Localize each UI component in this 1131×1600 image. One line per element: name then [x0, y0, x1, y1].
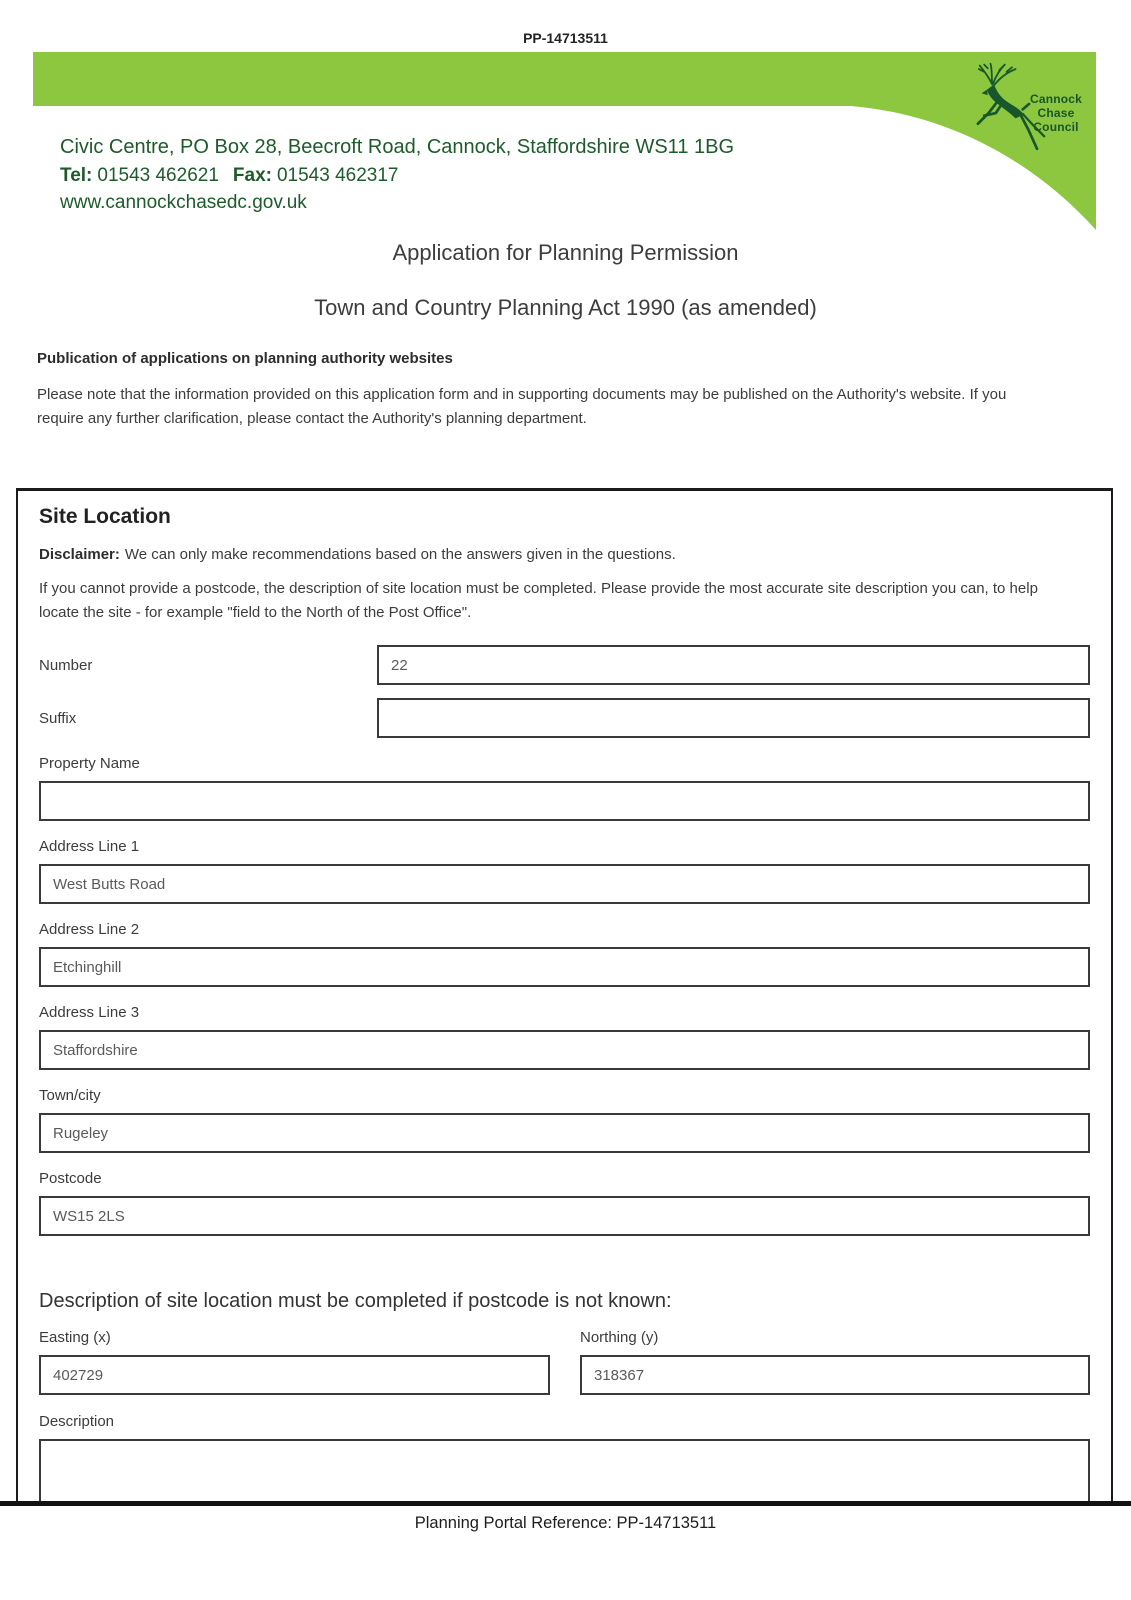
tel-value: 01543 462621 [97, 165, 219, 186]
header [0, 0, 1131, 232]
fax-value: 01543 462317 [276, 165, 399, 186]
postcode-label: Postcode [39, 1170, 102, 1187]
suffix-label: Suffix [39, 709, 77, 727]
town-city-row [39, 1087, 1090, 1153]
address-line-1-input[interactable] [39, 864, 1090, 904]
council-phone-line [60, 165, 734, 187]
logo-line-3: Council [1033, 120, 1079, 134]
address-line-3-row [39, 1004, 1090, 1070]
number-row [39, 645, 1090, 685]
disclaimer-text: We can only make recommendations based on the answers given in the questions. [124, 546, 676, 563]
suffix-row [39, 698, 1090, 738]
site-location-instructions: If you cannot provide a postcode, the description of site location must be completed. Please provide the most accurate site description you can, to help locate the site - for example "field to the North of the Post Office". [39, 580, 1038, 621]
council-address-block [60, 136, 734, 214]
description-section-heading: Description of site location must be completed if postcode is not known: [39, 1290, 672, 1312]
logo-line-1: Cannock [1029, 92, 1083, 106]
fax-label: Fax: [232, 165, 272, 186]
number-label: Number [39, 656, 93, 674]
publication-body: Please note that the information provided on this application form and in supporting documents may be published on the Authority's website. If you require any further clarification, please contact the Authority's planning department. [37, 386, 1007, 427]
reference-number-top: PP-14713511 [523, 30, 608, 46]
easting-label: Easting (x) [39, 1329, 111, 1346]
council-logo-text [1016, 92, 1096, 134]
page-subtitle: Town and Country Planning Act 1990 (as amended) [314, 295, 817, 320]
postcode-row [39, 1170, 1090, 1236]
property-name-label: Property Name [39, 755, 140, 772]
town-city-label: Town/city [39, 1087, 101, 1104]
description-label: Description [39, 1413, 115, 1430]
postcode-input[interactable] [39, 1196, 1090, 1236]
disclaimer-label: Disclaimer: [39, 546, 120, 563]
address-line-2-label: Address Line 2 [39, 921, 140, 938]
coordinates-row [39, 1329, 1090, 1395]
site-location-heading: Site Location [39, 505, 171, 528]
northing-label: Northing (y) [580, 1329, 659, 1346]
page-break-rule [0, 1501, 1131, 1506]
easting-input[interactable] [39, 1355, 550, 1395]
address-line-3-input[interactable] [39, 1030, 1090, 1070]
northing-input[interactable] [580, 1355, 1090, 1395]
address-line-2-input[interactable] [39, 947, 1090, 987]
tel-label: Tel: [60, 165, 93, 186]
planning-portal-reference: Planning Portal Reference: PP-14713511 [414, 1514, 717, 1532]
disclaimer [39, 546, 1090, 563]
number-input[interactable] [377, 645, 1090, 685]
council-website: www.cannockchasedc.gov.uk [60, 192, 307, 213]
site-location-section [16, 488, 1113, 1505]
property-name-input[interactable] [39, 781, 1090, 821]
address-line-1-label: Address Line 1 [39, 838, 140, 855]
property-name-row [39, 755, 1090, 821]
page-title: Application for Planning Permission [392, 240, 739, 265]
address-line-1-row [39, 838, 1090, 904]
description-row [39, 1413, 1090, 1505]
logo-line-2: Chase [1037, 106, 1075, 120]
address-line-2-row [39, 921, 1090, 987]
easting-field [39, 1329, 550, 1395]
town-city-input[interactable] [39, 1113, 1090, 1153]
description-textarea[interactable] [39, 1439, 1090, 1505]
address-line-3-label: Address Line 3 [39, 1004, 140, 1021]
council-address: Civic Centre, PO Box 28, Beecroft Road, Cannock, Staffordshire WS11 1BG [60, 136, 735, 158]
suffix-input[interactable] [377, 698, 1090, 738]
publication-heading: Publication of applications on planning authority websites [37, 350, 453, 367]
northing-field [580, 1329, 1090, 1395]
